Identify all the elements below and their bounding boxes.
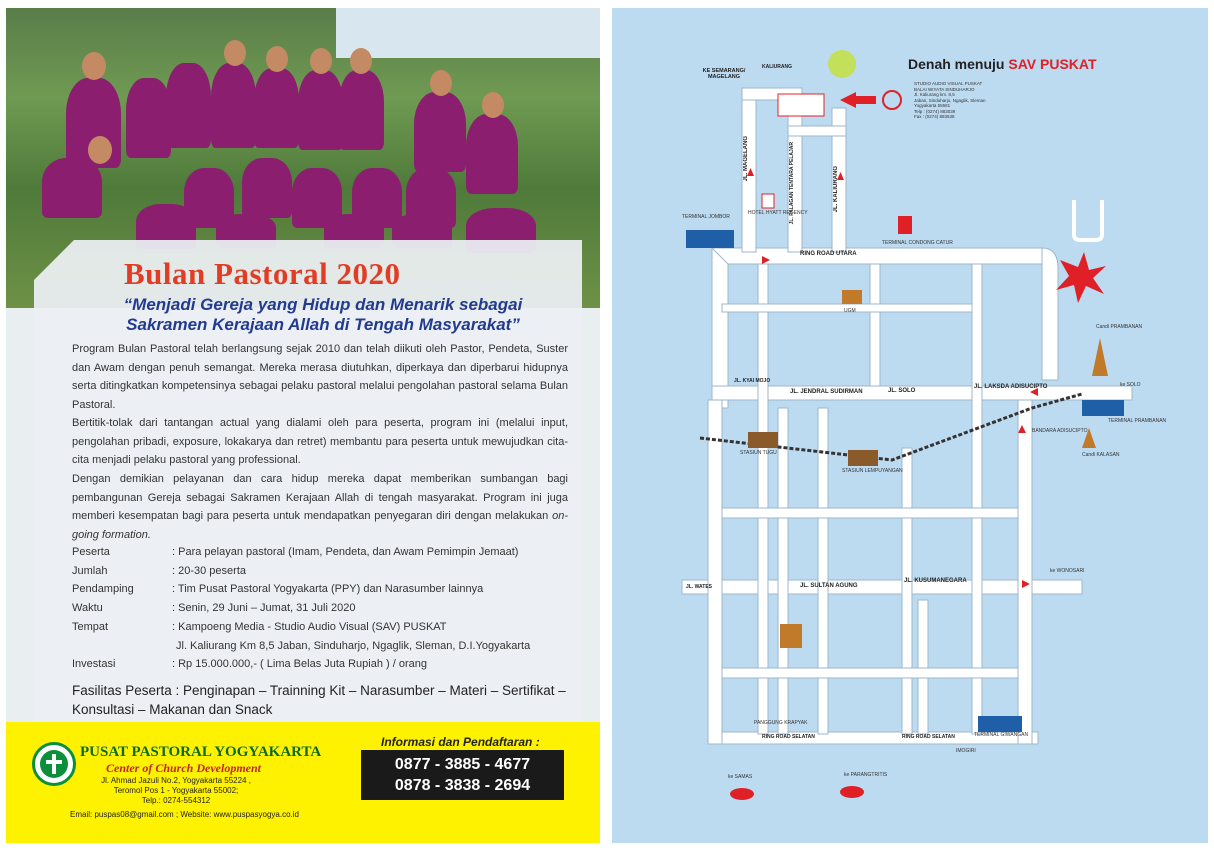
place-label: IMOGIRI <box>956 748 976 754</box>
station-icon <box>848 450 878 466</box>
person-figure <box>414 92 466 172</box>
phone-number: 0878 - 3838 - 2694 <box>394 777 531 794</box>
destination-arrow-icon <box>840 92 876 108</box>
fasilitas-text: Fasilitas Peserta : Penginapan – Trainning Kit – Narasumber – Materi – Sertifikat – Konsultasi – Makanan dan Snack <box>72 683 566 717</box>
road-label: JL. WATES <box>686 584 713 590</box>
road-link <box>788 126 846 136</box>
paragraph-italic: on-going formation. <box>72 510 568 541</box>
place-label: UGM <box>844 308 856 314</box>
detail-row <box>72 655 427 673</box>
place-label: ke WONOSARI <box>1050 568 1085 574</box>
detail-row <box>72 543 518 561</box>
place-label: PANGGUNG KRAPYAK <box>754 720 808 726</box>
brochure-title: Bulan Pastoral 2020 <box>124 256 401 291</box>
ugm-icon <box>842 290 862 304</box>
place-label: TERMINAL CONDONG CATUR <box>882 240 953 246</box>
road-label: JL. KYAI MOJO <box>734 378 771 384</box>
boat-icon <box>840 786 864 798</box>
detail-value: : Kampoeng Media - Studio Audio Visual (SAV) PUSKAT <box>172 621 447 633</box>
phone-line: Telp.: 0274-554312 <box>141 796 211 805</box>
road-label: RING ROAD SELATAN <box>902 734 955 740</box>
road-city <box>918 600 928 734</box>
place-label: Candi PRAMBANAN <box>1096 324 1143 330</box>
place-label: Candi KALASAN <box>1082 452 1120 458</box>
road-label: JL. SULTAN AGUNG <box>800 583 858 589</box>
road-city <box>818 408 828 734</box>
road-city <box>722 508 1018 518</box>
phone-box <box>361 750 564 800</box>
road-city <box>778 408 788 734</box>
person-figure <box>166 63 211 148</box>
terminal-icon <box>898 216 912 234</box>
footer <box>6 722 600 843</box>
road-label: JL. MAGELANG <box>743 136 749 182</box>
place-label: ke PARANGTRITIS <box>844 772 888 778</box>
map-panel <box>612 8 1208 843</box>
place-label: STASIUN TUGU <box>740 450 777 456</box>
person-figure <box>126 78 171 158</box>
person-head <box>482 92 504 118</box>
detail-value: Jl. Kaliurang Km 8,5 Jaban, Sinduharjo, Ngaglik, Sleman, D.I.Yogyakarta <box>176 640 531 652</box>
address-line: Jl. Ahmad Jazuli No.2, Yogyakarta 55224 , <box>101 776 251 785</box>
studio-line: BALAI WIYATA SINDUHARJO <box>914 86 975 92</box>
phone-number: 0877 - 3885 - 4677 <box>394 756 531 773</box>
temple-icon <box>1092 338 1108 376</box>
studio-line: STUDIO AUDIO VISUAL PUSKAT <box>914 81 983 86</box>
person-figure <box>242 158 292 218</box>
bus-icon <box>978 716 1022 732</box>
road-label: KALIURANG <box>762 64 792 70</box>
person-head <box>82 52 106 80</box>
bus-icon <box>686 230 734 248</box>
road-label: JL. LAKSDA ADISUCIPTO <box>974 384 1048 390</box>
paragraph <box>72 470 568 544</box>
road-city <box>870 264 880 386</box>
place-label: TERMINAL PRAMBANAN <box>1108 418 1167 424</box>
road-label: JL. PALAGAN TENTARA PELAJAR <box>789 142 795 225</box>
detail-label: Jumlah <box>72 565 108 577</box>
detail-row <box>72 562 246 580</box>
road-city <box>758 264 768 734</box>
detail-value: : Rp 15.000.000,- ( Lima Belas Juta Rupiah ) / orang <box>172 658 427 670</box>
boat-icon <box>730 788 754 800</box>
map-title-prefix: Denah menuju <box>908 56 1005 72</box>
detail-value: : Tim Pusat Pastoral Yogyakarta (PPY) dan Narasumber lainnya <box>172 583 484 595</box>
person-figure <box>42 158 102 218</box>
info-title: Informasi dan Pendaftaran : <box>381 735 540 749</box>
road-city <box>722 668 1018 678</box>
road-city <box>972 264 982 734</box>
detail-row <box>72 580 483 598</box>
paragraph: Program Bulan Pastoral telah berlangsung sejak 2010 dan telah diikuti oleh Pastor, Pendeta, Suster dan Awam dengan penuh semangat. Mereka merasa diutuhkan, diperkaya dan diperbarui hidupnya serta ditingkatkan kompetensinya sebagai pelaku pastoral melalui pengolahan pastoral selama Bulan Pastoral. <box>72 343 568 411</box>
road-map <box>612 8 1208 843</box>
north-compass-icon <box>1074 200 1102 240</box>
studio-address <box>914 81 1034 120</box>
paragraph: Bertitik-tolak dari tantangan actual yang dialami oleh para peserta, program ini (melalui input, pengolahan pribadi, exposure, lokakarya dan retret) membantu para peserta untuk mewujudkan cita-cita menjadi pelaku pastoral yang professional. <box>72 417 568 467</box>
person-figure <box>254 68 299 148</box>
place-label: HOTEL HYATT REGENCY <box>748 210 808 216</box>
person-head <box>224 40 246 66</box>
place-label: TERMINAL JOMBOR <box>682 214 730 220</box>
email-website: Email: puspas08@gmail.com ; Website: www.puspasyogya.co.id <box>70 810 299 819</box>
bus-icon <box>1082 400 1124 416</box>
station-icon <box>748 432 778 448</box>
person-figure <box>466 114 518 194</box>
person-head <box>266 46 288 72</box>
detail-row <box>72 599 355 617</box>
place-label: TERMINAL GIWANGAN <box>974 732 1029 738</box>
person-head <box>430 70 452 96</box>
detail-label: Tempat <box>72 621 109 633</box>
place-label: STASIUN LEMPUYANGAN <box>842 468 903 474</box>
road-east-ring <box>1042 248 1058 380</box>
person-head <box>88 136 112 164</box>
road-east <box>1018 400 1032 744</box>
person-head <box>350 48 372 74</box>
detail-label: Investasi <box>72 658 116 670</box>
detail-row <box>72 637 530 655</box>
brochure-subtitle <box>88 295 558 335</box>
star-compass-icon <box>1056 252 1106 303</box>
road-west <box>708 400 722 744</box>
studio-line: Jl. Kaliurang km. 8,5 <box>914 92 955 97</box>
detail-value: : 20-30 peserta <box>172 565 246 577</box>
detail-value: : Para pelayan pastoral (Imam, Pendeta, dan Awam Pemimpin Jemaat) <box>172 546 519 558</box>
road-label: RING ROAD SELATAN <box>762 734 815 740</box>
road-label: JL. SOLO <box>888 388 916 394</box>
org-name: PUSAT PASTORAL YOGYAKARTA <box>80 744 322 760</box>
road-label: JL. KUSUMANEGARA <box>904 578 967 584</box>
road-label: JL. JENDRAL SUDIRMAN <box>790 389 863 395</box>
studio-line: Fax : (0274) 883538 <box>914 114 955 119</box>
road-ring-utara <box>712 248 1042 264</box>
road-city <box>902 448 912 734</box>
subtitle-line: Sakramen Kerajaan Allah di Tengah Masyarakat” <box>126 315 520 334</box>
paragraph-text: Dengan demikian pelayanan dan cara hidup mereka dapat memberikan sumbangan bagi pembangunan Gereja sebagai Sakramen Kerajaan Allah di tengah masyarakat. Program ini juga memberi kesempatan bagi para peserta untuk mendapatkan penyegaran diri dengan melakukan <box>72 473 568 523</box>
kraton-icon <box>780 624 802 648</box>
target-icon <box>883 91 901 109</box>
place-label: ke SOLO <box>1120 382 1141 388</box>
person-figure <box>211 63 256 148</box>
sky-area <box>336 8 600 58</box>
road-label: KE SEMARANG/ MAGELANG <box>702 68 746 80</box>
studio-line: Jaban, Sinduharjo, Ngaglik, Sleman <box>914 97 986 103</box>
road-label: RING ROAD UTARA <box>800 251 857 257</box>
place-label: ke SAMAS <box>728 774 753 780</box>
detail-row <box>72 618 447 636</box>
map-title <box>908 56 1097 72</box>
detail-label: Pendamping <box>72 583 134 595</box>
place-label: BANDARA ADISUCIPTO <box>1032 428 1088 434</box>
hotel-icon <box>762 194 774 208</box>
org-address <box>46 776 306 806</box>
subtitle-line: “Menjadi Gereja yang Hidup dan Menarik sebagai <box>123 295 523 314</box>
studio-line: Telp : (0274) 883039 <box>914 108 956 114</box>
org-subtitle: Center of Church Development <box>106 761 261 775</box>
mountain-icon <box>828 50 856 78</box>
detail-label: Waktu <box>72 602 103 614</box>
road-west-ring <box>712 248 728 408</box>
road-label: JL. KALIURANG <box>833 166 839 213</box>
person-head <box>310 48 332 74</box>
map-title-highlight: SAV PUSKAT <box>1008 56 1097 72</box>
studio-line: Yogyakarta 55581 <box>914 103 951 108</box>
person-figure <box>298 70 343 150</box>
detail-label: Peserta <box>72 546 110 558</box>
person-figure <box>339 70 384 150</box>
sav-building-icon <box>778 94 824 116</box>
brochure-panel <box>6 8 600 843</box>
detail-value: : Senin, 29 Juni – Jumat, 31 Juli 2020 <box>172 602 356 614</box>
address-line: Teromol Pos 1 - Yogyakarta 55002; <box>113 786 239 795</box>
